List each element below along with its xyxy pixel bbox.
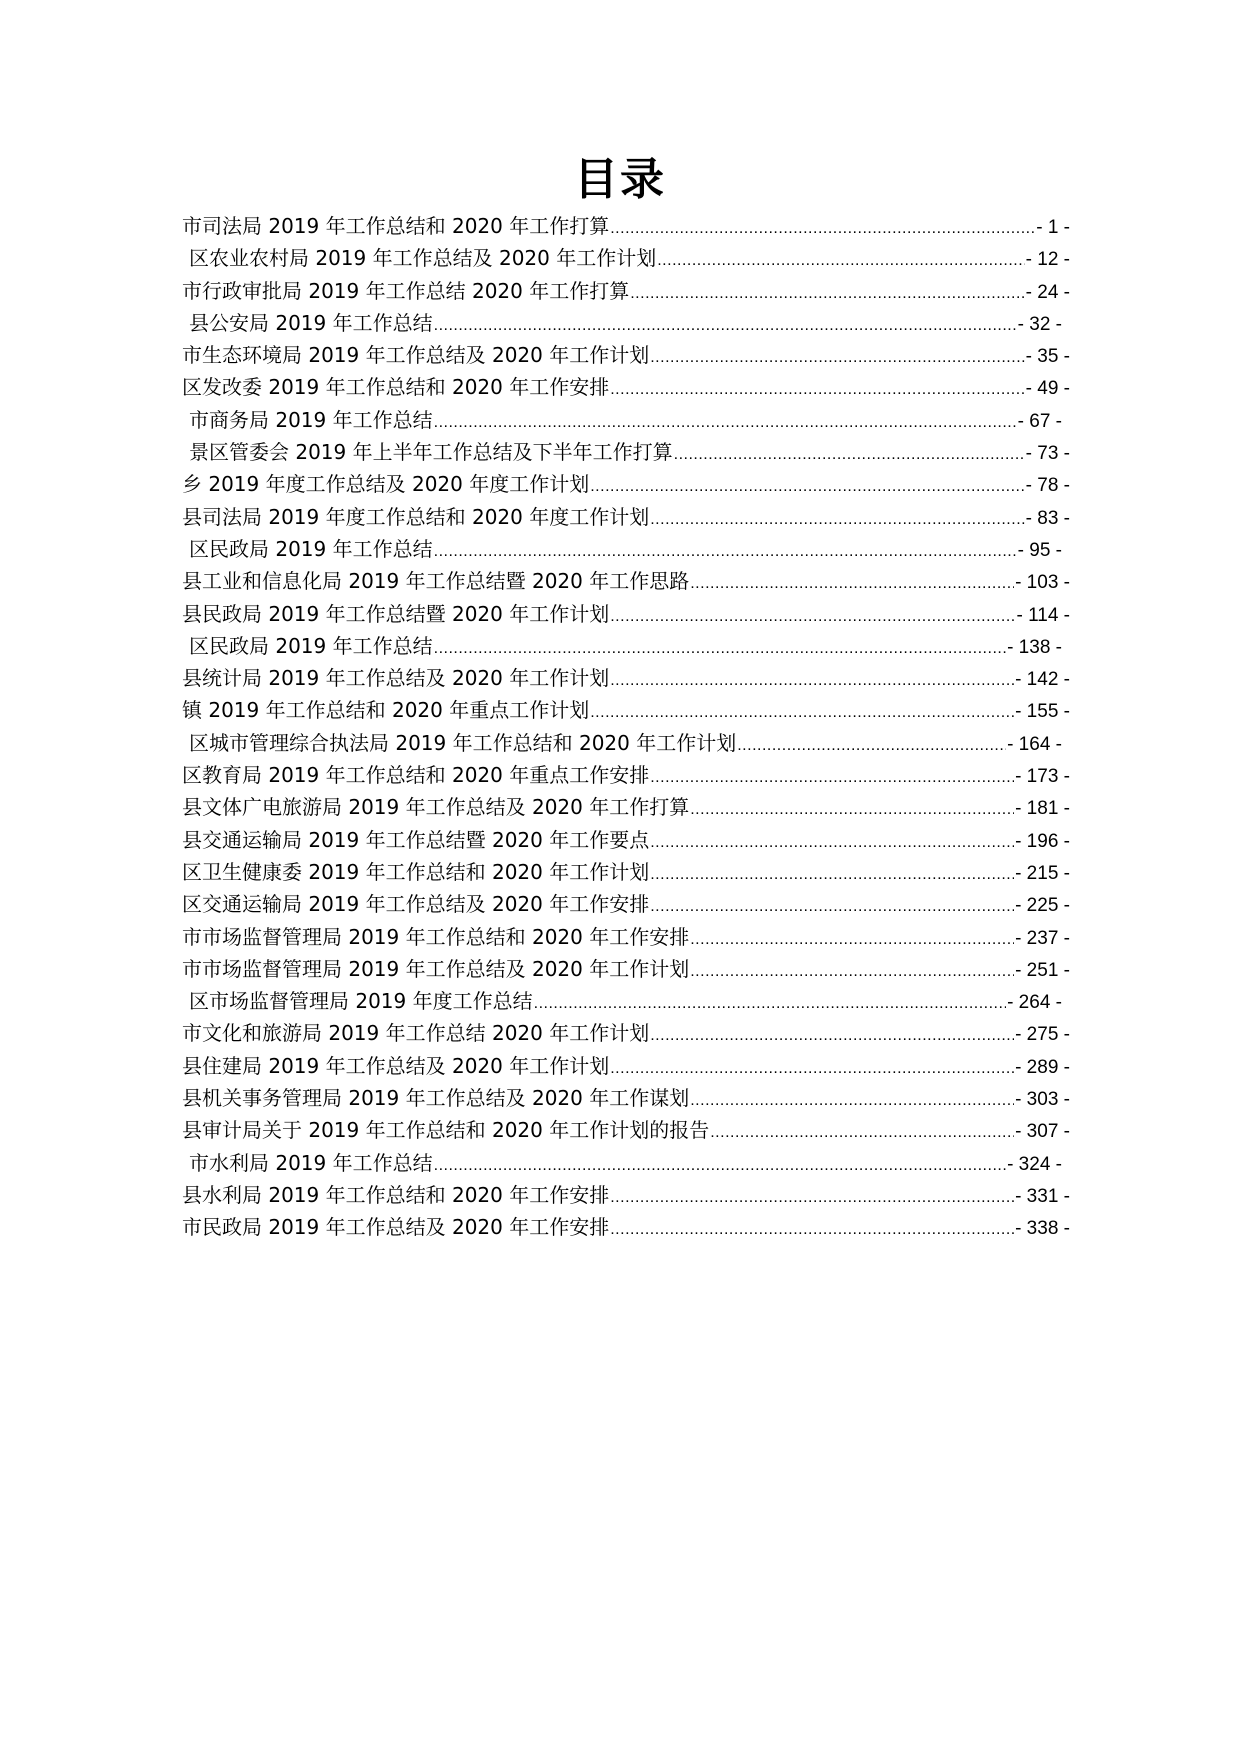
toc-entry-page-number: - 215 - [1015, 862, 1070, 884]
toc-entry[interactable] [182, 210, 1070, 242]
toc-entry-title: 市行政审批局 2019 年工作总结 2020 年工作打算 [182, 278, 630, 303]
toc-dot-leader [690, 794, 1014, 826]
toc-dot-leader [610, 601, 1015, 633]
toc-entry[interactable] [182, 1211, 1070, 1243]
toc-entry-page-number: - 275 - [1015, 1024, 1070, 1046]
toc-entry-page-number: - 181 - [1015, 798, 1070, 820]
toc-entry[interactable] [182, 242, 1070, 274]
toc-dot-leader [434, 310, 1017, 342]
toc-entry-page-number: - 324 - [1007, 1153, 1062, 1175]
toc-dot-leader [710, 1117, 1014, 1149]
toc-dot-leader [610, 374, 1024, 406]
toc-entry-page-number: - 73 - [1025, 443, 1070, 465]
toc-entry-title: 区教育局 2019 年工作总结和 2020 年重点工作安排 [182, 763, 650, 788]
toc-entry-title: 县住建局 2019 年工作总结及 2020 年工作计划 [182, 1053, 610, 1078]
toc-entry-title: 县审计局关于 2019 年工作总结和 2020 年工作计划的报告 [182, 1118, 710, 1143]
toc-entry-page-number: - 331 - [1015, 1185, 1070, 1207]
toc-dot-leader [737, 730, 1006, 762]
toc-entry-title: 县机关事务管理局 2019 年工作总结及 2020 年工作谋划 [182, 1086, 690, 1111]
toc-entry-title: 市水利局 2019 年工作总结 [189, 1150, 433, 1175]
toc-dot-leader [590, 471, 1024, 503]
toc-entry-page-number: - 35 - [1025, 346, 1070, 368]
toc-entry[interactable] [182, 565, 1070, 597]
toc-entry-title: 县水利局 2019 年工作总结和 2020 年工作安排 [182, 1182, 610, 1207]
toc-dot-leader [650, 504, 1024, 536]
toc-entry-title: 区农业农村局 2019 年工作总结及 2020 年工作计划 [189, 246, 657, 271]
toc-entry-title: 镇 2019 年工作总结和 2020 年重点工作计划 [182, 698, 590, 723]
toc-entry[interactable] [182, 1179, 1070, 1211]
toc-entry[interactable] [182, 436, 1070, 468]
toc-entry-title: 区城市管理综合执法局 2019 年工作总结和 2020 年工作计划 [189, 730, 737, 755]
toc-dot-leader [657, 245, 1024, 277]
toc-entry[interactable] [182, 533, 1062, 565]
toc-title: 目录 [574, 154, 666, 205]
toc-entry-page-number: - 237 - [1015, 927, 1070, 949]
toc-entry[interactable] [182, 953, 1070, 985]
toc-entry-page-number: - 155 - [1015, 701, 1070, 723]
toc-entry[interactable] [182, 1050, 1070, 1082]
toc-entry-title: 景区管委会 2019 年上半年工作总结及下半年工作打算 [189, 440, 673, 465]
toc-entry-page-number: - 164 - [1007, 733, 1062, 755]
toc-list [182, 210, 1070, 1244]
toc-entry[interactable] [182, 694, 1070, 726]
toc-entry-page-number: - 173 - [1015, 766, 1070, 788]
toc-entry-page-number: - 289 - [1015, 1056, 1070, 1078]
toc-entry[interactable] [182, 1082, 1070, 1114]
toc-dot-leader [690, 924, 1014, 956]
toc-entry[interactable] [182, 275, 1070, 307]
toc-entry[interactable] [182, 404, 1062, 436]
toc-dot-leader [690, 1085, 1014, 1117]
toc-entry[interactable] [182, 371, 1070, 403]
toc-entry-title: 市民政局 2019 年工作总结及 2020 年工作安排 [182, 1215, 610, 1240]
toc-entry-page-number: - 307 - [1015, 1121, 1070, 1143]
toc-entry-title: 区交通运输局 2019 年工作总结及 2020 年工作安排 [182, 892, 650, 917]
toc-dot-leader [434, 1150, 1006, 1182]
toc-dot-leader [674, 439, 1025, 471]
toc-entry[interactable] [182, 598, 1070, 630]
toc-dot-leader [534, 988, 1006, 1020]
toc-entry[interactable] [182, 888, 1070, 920]
toc-dot-leader [434, 536, 1017, 568]
toc-dot-leader [434, 407, 1017, 439]
toc-entry-page-number: - 32 - [1017, 313, 1062, 335]
toc-entry-title: 区卫生健康委 2019 年工作总结和 2020 年工作计划 [182, 859, 650, 884]
toc-entry-page-number: - 138 - [1007, 636, 1062, 658]
toc-dot-leader [610, 1182, 1014, 1214]
toc-entry-title: 乡 2019 年度工作总结及 2020 年度工作计划 [182, 472, 590, 497]
toc-entry[interactable] [182, 791, 1070, 823]
toc-entry-page-number: - 338 - [1015, 1218, 1070, 1240]
toc-entry[interactable] [182, 1017, 1070, 1049]
toc-dot-leader [610, 665, 1014, 697]
toc-entry[interactable] [182, 1114, 1070, 1146]
toc-entry-page-number: - 103 - [1015, 572, 1070, 594]
toc-entry-page-number: - 225 - [1015, 895, 1070, 917]
toc-entry-title: 区民政局 2019 年工作总结 [189, 633, 433, 658]
toc-dot-leader [650, 342, 1024, 374]
toc-entry-title: 县文体广电旅游局 2019 年工作总结及 2020 年工作打算 [182, 795, 690, 820]
toc-entry[interactable] [182, 727, 1062, 759]
toc-entry[interactable] [182, 501, 1070, 533]
toc-dot-leader [650, 859, 1014, 891]
toc-entry-title: 市司法局 2019 年工作总结和 2020 年工作打算 [182, 214, 610, 238]
toc-entry[interactable] [182, 468, 1070, 500]
toc-entry-page-number: - 12 - [1025, 249, 1070, 271]
toc-entry-title: 县司法局 2019 年度工作总结和 2020 年度工作计划 [182, 504, 650, 529]
toc-entry[interactable] [182, 339, 1070, 371]
toc-entry-title: 县民政局 2019 年工作总结暨 2020 年工作计划 [182, 601, 610, 626]
toc-entry[interactable] [182, 662, 1070, 694]
toc-entry[interactable] [182, 1147, 1062, 1179]
toc-dot-leader [630, 278, 1024, 310]
toc-dot-leader [590, 697, 1014, 729]
toc-entry-page-number: - 196 - [1015, 830, 1070, 852]
toc-entry-title: 市生态环境局 2019 年工作总结及 2020 年工作计划 [182, 343, 650, 368]
toc-entry-page-number: - 251 - [1015, 959, 1070, 981]
toc-dot-leader [610, 1053, 1014, 1085]
toc-entry-page-number: - 303 - [1015, 1089, 1070, 1111]
toc-dot-leader [690, 956, 1014, 988]
toc-entry-page-number: - 49 - [1025, 378, 1070, 400]
toc-entry-title: 区市场监督管理局 2019 年度工作总结 [189, 989, 533, 1014]
toc-entry-title: 市市场监督管理局 2019 年工作总结和 2020 年工作安排 [182, 924, 690, 949]
toc-entry-page-number: - 264 - [1007, 992, 1062, 1014]
toc-entry-page-number: - 78 - [1025, 475, 1070, 497]
toc-entry-page-number: - 95 - [1017, 539, 1062, 561]
toc-entry-title: 县工业和信息化局 2019 年工作总结暨 2020 年工作思路 [182, 569, 690, 594]
toc-entry[interactable] [182, 307, 1062, 339]
toc-entry[interactable] [182, 759, 1070, 791]
toc-entry-title: 县交通运输局 2019 年工作总结暨 2020 年工作要点 [182, 827, 650, 852]
toc-dot-leader [610, 1214, 1014, 1246]
toc-dot-leader [650, 891, 1014, 923]
toc-entry-title: 县统计局 2019 年工作总结及 2020 年工作计划 [182, 666, 610, 691]
toc-entry[interactable] [182, 921, 1070, 953]
toc-entry-page-number: - 83 - [1025, 507, 1070, 529]
toc-dot-leader [650, 762, 1014, 794]
toc-entry[interactable] [182, 824, 1070, 856]
toc-entry-page-number: - 142 - [1015, 669, 1070, 691]
toc-dot-leader [434, 633, 1006, 665]
toc-entry-title: 市市场监督管理局 2019 年工作总结及 2020 年工作计划 [182, 956, 690, 981]
toc-dot-leader [650, 827, 1014, 859]
toc-entry[interactable] [182, 856, 1070, 888]
toc-entry-page-number: - 1 - [1036, 217, 1070, 238]
toc-dot-leader [650, 1020, 1014, 1052]
toc-entry-page-number: - 114 - [1016, 604, 1070, 626]
toc-entry-page-number: - 67 - [1017, 410, 1062, 432]
toc-entry[interactable] [182, 985, 1062, 1017]
toc-entry-page-number: - 24 - [1025, 281, 1070, 303]
toc-entry-title: 区发改委 2019 年工作总结和 2020 年工作安排 [182, 375, 610, 400]
toc-entry-title: 市文化和旅游局 2019 年工作总结 2020 年工作计划 [182, 1021, 650, 1046]
toc-dot-leader [690, 568, 1014, 600]
toc-entry-title: 县公安局 2019 年工作总结 [189, 310, 433, 335]
toc-entry[interactable] [182, 630, 1062, 662]
toc-entry-title: 区民政局 2019 年工作总结 [189, 536, 433, 561]
toc-dot-leader [610, 213, 1035, 245]
toc-entry-title: 市商务局 2019 年工作总结 [189, 407, 433, 432]
